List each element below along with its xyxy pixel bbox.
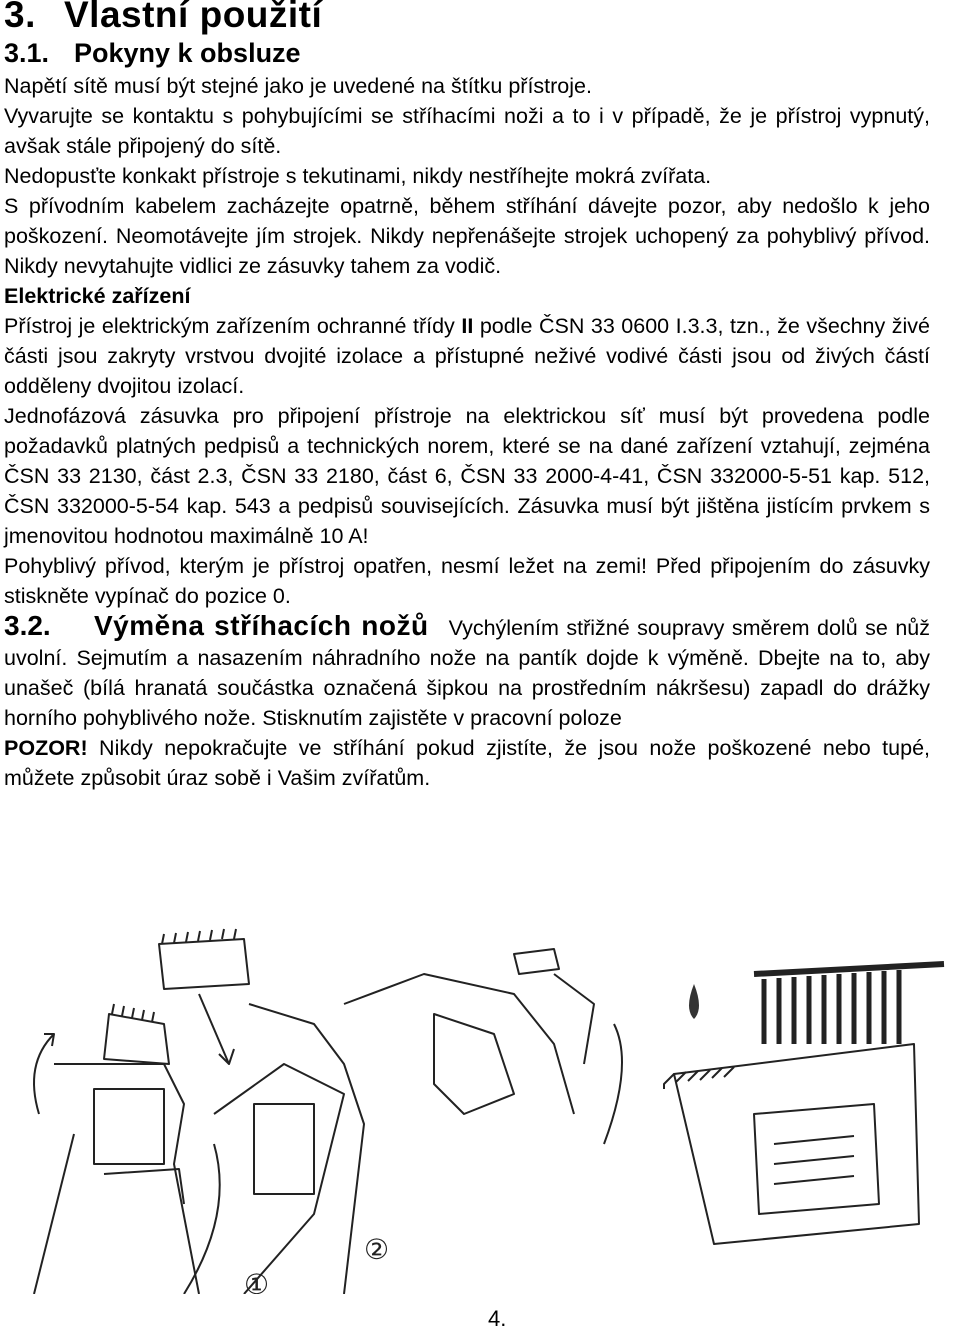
paragraph-class — [4, 311, 930, 401]
section-blade-change — [4, 611, 930, 793]
step-two-label: ② — [364, 1233, 390, 1266]
heading1-title: Vlastní použití — [64, 0, 323, 35]
class-text-a: Přístroj je elektrickým zařízením ochranné třídy — [4, 314, 462, 338]
clipper-left-drawing — [34, 1004, 199, 1294]
clipper-middle-drawing — [159, 929, 364, 1294]
blade-change-illustration — [14, 914, 946, 1294]
brush-drawing — [754, 964, 944, 1044]
paragraph-cord: Pohyblivý přívod, kterým je přístroj opatřen, nesmí ležet na zemi! Před připojením do zásuvky stiskněte vypínač do pozice 0. — [4, 554, 930, 608]
step-one-label: ① — [244, 1268, 270, 1294]
heading2-number: 3.1. — [4, 38, 50, 68]
paragraph-avoid-contact: Vyvarujte se kontaktu s pohybujícími se stříhacími noži a to i v případě, že je přístroj vypnutý, avšak stále připojený do sítě. — [4, 104, 930, 158]
section32-number: 3.2. — [4, 610, 51, 641]
section32-text: Vychýlením střižné soupravy směrem dolů se nůž uvolní. Sejmutím a nasazením náhradního nože na pantík dojde k výměně. Dbejte na to, aby unašeč (bílá hranatá součástka označená šipkou na prostředním nákršesu) zapadl do drážky horního pohyblivého nože. Stisknutím zajistěte v pracovní poloze — [4, 616, 930, 730]
oil-drop-icon — [689, 984, 699, 1019]
electrical-heading: Elektrické zařízení — [4, 284, 191, 308]
paragraph-socket: Jednofázová zásuvka pro připojení přístroje na elektrickou síť musí být provedena podle požadavků platných pedpisů a technických norem, které se na dané zařízení vztahují, zejména ČSN 33 2130, část 2.3, ČSN 33 2180, část 6, ČSN 33 2000-4-41, ČSN 332000-5-51 kap. 512, ČSN 332000-5-54 kap. 543 a pedpisů souvisejících. Zásuvka musí být jištěna jistícím prvkem s jmenovitou hodnotou maximálně 10 A! — [4, 404, 930, 548]
class-text-c: podle ČSN 33 0600 I.3.3, tzn., že všechny živé části jsou zakryty vrstvou dvojité izolace a přístupné neživé vodivé části jsou od živých částí odděleny dvojitou izolací. — [4, 314, 930, 398]
blade-drawing — [664, 1044, 919, 1244]
paragraph-voltage: Napětí sítě musí být stejné jako je uvedené na štítku přístroje. — [4, 74, 592, 98]
heading-vlastni-pouziti — [4, 0, 322, 36]
class-number: II — [461, 314, 474, 338]
arrow-left — [34, 1034, 54, 1114]
heading-pokyny — [4, 38, 301, 69]
paragraph-liquids: Nedopusťte konkakt přístroje s tekutinami, nikdy nestříhejte mokrá zvířata. — [4, 164, 712, 188]
paragraph-cable: S přívodním kabelem zacházejte opatrně, během stříhání dávejte pozor, aby nedošlo k jeho poškození. Neomotávejte jím strojek. Nikdy nepřenášejte strojek uchopený za pohyblivý přívod. Nikdy nevytahujte vidlici ze zásuvky tahem za vodič. — [4, 194, 930, 278]
section32-title: Výměna stříhacích nožů — [94, 610, 429, 641]
clipper-right-drawing — [344, 949, 622, 1144]
body-text — [4, 71, 930, 793]
page-number: 4. — [488, 1306, 507, 1331]
heading1-number: 3. — [4, 0, 36, 35]
warning-label: POZOR! — [4, 736, 88, 760]
heading2-title: Pokyny k obsluze — [74, 38, 301, 68]
warning-text: Nikdy nepokračujte ve stříhání pokud zjistíte, že jsou nože poškozené nebo tupé, můžete způsobit úraz sobě i Vašim zvířatům. — [4, 736, 930, 790]
